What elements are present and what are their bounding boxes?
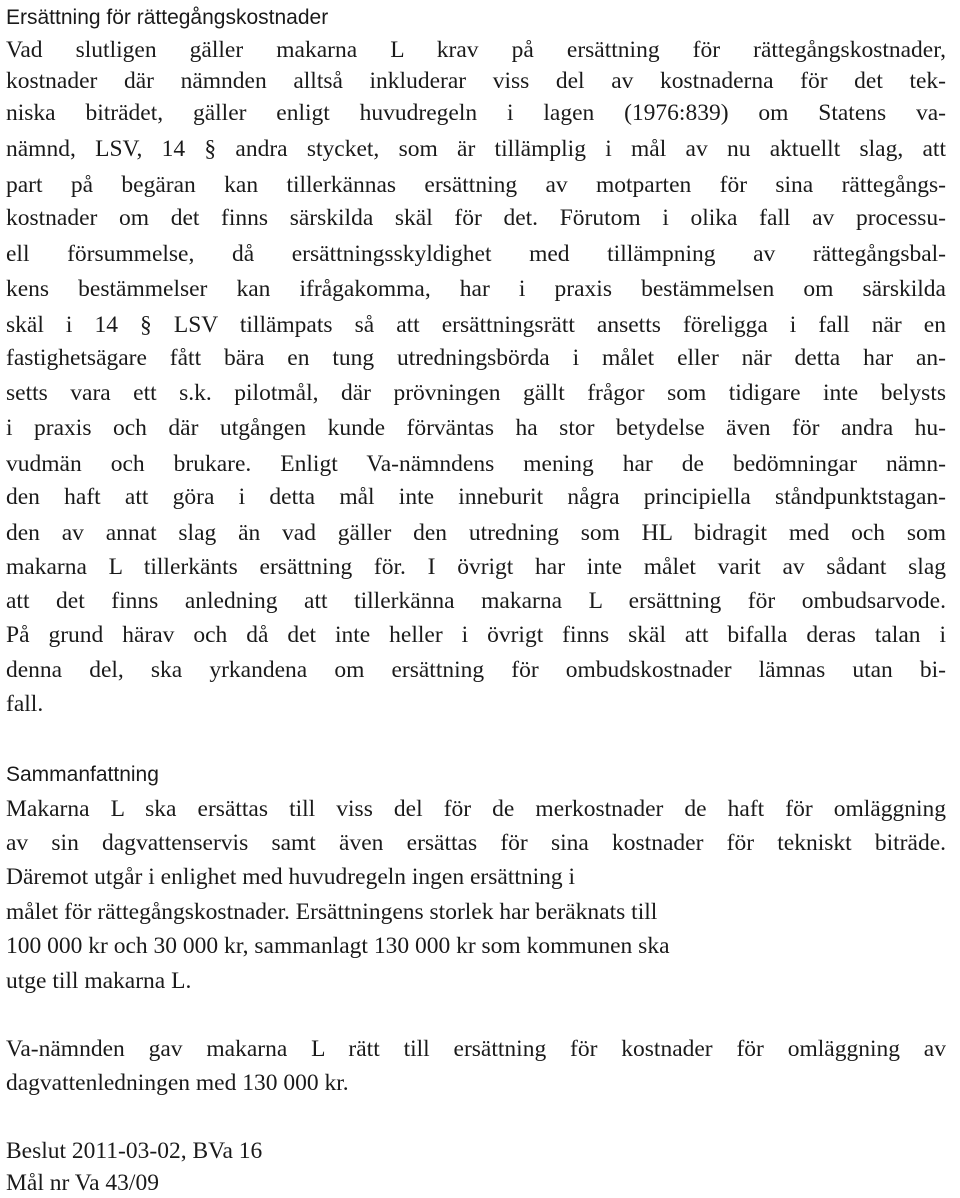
paragraph-line: denna del, ska yrkandena om ersättning för ombudskostnader lämnas utan bi- xyxy=(6,657,946,683)
paragraph-line: kens bestämmelser kan ifrågakomma, har i praxis bestämmelsen om särskilda xyxy=(6,276,946,302)
paragraph-line: setts vara ett s.k. pilotmål, där prövningen gällt frågor som tidigare inte belysts xyxy=(6,380,946,406)
paragraph-line: i praxis och där utgången kunde förväntas ha stor betydelse även för andra hu- xyxy=(6,415,946,441)
paragraph-line: den av annat slag än vad gäller den utredning som HL bidragit med och som xyxy=(6,520,946,546)
paragraph-line: kostnader om det finns särskilda skäl för det. Förutom i olika fall av processu- xyxy=(6,205,946,231)
paragraph-line: ell försummelse, då ersättningsskyldighet med tillämpning av rättegångsbal- xyxy=(6,241,946,267)
verdict-line: dagvattenledningen med 130 000 kr. xyxy=(6,1070,349,1096)
summary-line: målet för rättegångskostnader. Ersättningens storlek har beräknats till xyxy=(6,899,658,925)
paragraph-line: fastighetsägare fått bära en tung utredningsbörda i målet eller när detta har an- xyxy=(6,345,946,371)
paragraph-line: nämnd, LSV, 14 § andra stycket, som är tillämplig i mål av nu aktuellt slag, att xyxy=(6,136,946,162)
summary-line: Däremot utgår i enlighet med huvudregeln ingen ersättning i xyxy=(6,864,576,890)
paragraph-line: part på begäran kan tillerkännas ersättning av motparten för sina rättegångs- xyxy=(6,172,946,198)
paragraph-line: kostnader där nämnden alltså inkluderar viss del av kostnaderna för det tek- xyxy=(6,68,946,94)
summary-line: av sin dagvattenservis samt även ersättas för sina kostnader för tekniskt biträde. xyxy=(6,830,946,856)
decision-reference: Beslut 2011-03-02, BVa 16 xyxy=(6,1138,263,1164)
paragraph-line: fall. xyxy=(6,691,44,717)
paragraph-line: skäl i 14 § LSV tillämpats så att ersättningsrätt ansetts föreligga i fall när en xyxy=(6,312,946,338)
summary-line: Makarna L ska ersättas till viss del för de merkostnader de haft för omläggning xyxy=(6,796,946,822)
paragraph-line: makarna L tillerkänts ersättning för. I övrigt har inte målet varit av sådant slag xyxy=(6,554,946,580)
paragraph-line: vudmän och brukare. Enligt Va-nämndens mening har de bedömningar nämn- xyxy=(6,451,946,477)
paragraph-line: niska biträdet, gäller enligt huvudregeln i lagen (1976:839) om Statens va- xyxy=(6,100,946,126)
verdict-line: Va-nämnden gav makarna L rätt till ersättning för kostnader för omläggning av xyxy=(6,1036,946,1062)
summary-line: 100 000 kr och 30 000 kr, sammanlagt 130 000 kr som kommunen ska xyxy=(6,933,670,959)
paragraph-line: att det finns anledning att tillerkänna makarna L ersättning för ombudsarvode. xyxy=(6,588,946,614)
section-heading-ersattning: Ersättning för rättegångskostnader xyxy=(6,6,329,29)
paragraph-line: På grund härav och då det inte heller i övrigt finns skäl att bifalla deras talan i xyxy=(6,622,946,648)
paragraph-line: den haft att göra i detta mål inte inneburit några principiella ståndpunktstagan- xyxy=(6,484,946,510)
paragraph-line: Vad slutligen gäller makarna L krav på ersättning för rättegångskostnader, xyxy=(6,37,946,63)
case-number: Mål nr Va 43/09 xyxy=(6,1170,159,1196)
section-heading-sammanfattning: Sammanfattning xyxy=(6,763,159,786)
summary-line: utge till makarna L. xyxy=(6,968,192,994)
